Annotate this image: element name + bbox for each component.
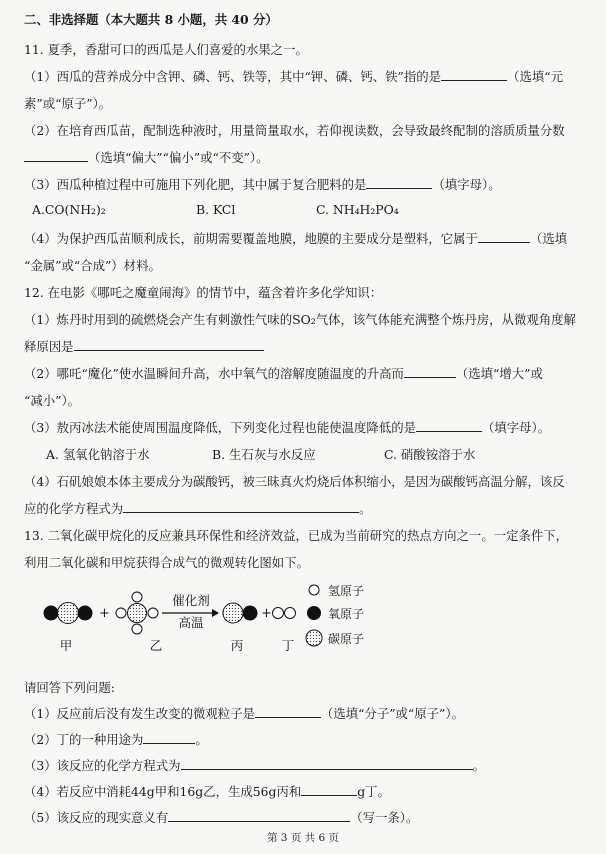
legend-carbon-label: 碳原子 [328,632,365,646]
q13-stem-line1: 13. 二氧化碳甲烷化的反应兼具环保性和经济效益，已成为当前研究的热点方向之一。一定条件下， [24,528,569,543]
q13-stem-line2: 利用二氧化碳和甲烷获得合成气的微观转化图如下。 [24,555,309,570]
q13-part3 [24,756,485,774]
q13-part5-answer-blank[interactable] [168,808,350,822]
q13-part1 [24,704,464,722]
q11-part1-answer-blank[interactable] [441,67,507,81]
q13-part1-answer-blank[interactable] [255,704,321,718]
legend [306,584,364,646]
q13-part5-hint: （写一条）。 [350,810,419,825]
q12-option-a: A. 氢氧化钠溶于水 [46,447,150,462]
q11-option-a: A.CO(NH₂)₂ [32,202,106,217]
molecule-bing [223,603,258,623]
q13-part1-hint: （选填“分子”或“原子”）。 [320,706,464,721]
q11-part3-hint: （填字母）。 [432,177,501,192]
q13-part5-text: （5）该反应的现实意义有 [24,810,169,825]
q12-part1-line2 [24,337,264,355]
label-yi: 乙 [149,638,163,653]
q11-part2-line2 [24,148,269,166]
q12-part3-text: （3）敖丙冰法术能使周围温度降低，下列变化过程也能使温度降低的是 [24,420,416,435]
q11-part4-text: （4）为保护西瓜苗顺利成长，前期需要覆盖地膜，地膜的主要成分是塑料，它属于 [24,231,478,246]
q13-part3-answer-blank[interactable] [181,756,473,770]
q13-part4-answer-blank[interactable] [301,782,357,796]
page-number: 第 3 页 共 6 页 [266,832,340,844]
q12-option-c: C. 硝酸铵溶于水 [384,447,476,462]
q12-part2-answer-blank[interactable] [404,364,456,378]
legend-oxygen-label: 氧原子 [328,607,365,621]
plus-sign-1: + [99,606,110,621]
q11-part2-line1: （2）在培育西瓜苗，配制选种液时，用量筒量取水，若仰视读数，会导致最终配制的溶质质量分数 [24,123,565,138]
q12-part3-answer-blank[interactable] [416,418,482,432]
q11-part1-line1 [24,67,563,85]
q13-part1-text: （1）反应前后没有发生改变的微观粒子是 [24,706,255,721]
q12-part4-answer-blank[interactable] [123,499,359,513]
q13-part2-text: （2）丁的一种用途为 [24,732,144,747]
label-jia: 甲 [59,638,73,653]
q13-part2-answer-blank[interactable] [143,730,195,744]
q13-part3-period: 。 [472,758,485,773]
q12-part3 [24,418,550,436]
q11-part1-text: （1）西瓜的营养成分中含钾、磷、钙、铁等，其中“钾、磷、钙、铁”指的是 [24,69,442,84]
q11-part1-hint: （选填“元 [507,69,563,84]
q11-part4-answer-blank[interactable] [478,229,530,243]
q11-part3 [24,175,501,193]
q12-part3-hint: （填字母）。 [482,420,551,435]
legend-hydrogen-label: 氢原子 [328,584,365,598]
q13-part5 [24,808,418,826]
q12-part4-period: 。 [359,501,372,516]
condition-label: 高温 [178,615,204,630]
label-ding: 丁 [281,638,295,653]
q13-part2-period: 。 [195,732,208,747]
q11-part4-line1 [24,229,567,247]
q12-part4-line1: （4）石矶娘娘本体主要成分为碳酸钙，被三昧真火灼烧后体积缩小，是因为碳酸钙高温分解，该反 [24,474,565,489]
q12-part1-text: 释原因是 [24,339,74,354]
molecule-jia [44,603,93,624]
molecule-ding [273,608,296,619]
q11-part1-line2: 素”或“原子”）。 [24,96,112,111]
q12-part4-text: 应的化学方程式为 [24,501,124,516]
q12-part1-line1: （1）炼丹时用到的硫燃烧会产生有刺激性气味的SO₂气体，该气体能充满整个炼丹房，从微观角度解 [24,312,576,327]
q12-part2-hint: （选填“增大”或 [455,366,543,381]
q11-part2-hint: （选填“偏大”“偏小”或“不变”）。 [88,150,269,165]
q12-part1-answer-blank[interactable] [74,337,264,351]
q11-option-c: C. NH₄H₂PO₄ [316,202,399,217]
q11-part2-answer-blank[interactable] [24,148,88,162]
q11-part4-hint: （选填 [529,231,568,246]
q11-stem: 11. 夏季，香甜可口的西瓜是人们喜爱的水果之一。 [24,42,308,57]
catalyst-label: 催化剂 [172,593,210,608]
q11-part3-answer-blank[interactable] [366,175,432,189]
q12-part2-text: （2）哪吒“魔化”使水温瞬间升高，水中氧气的溶解度随温度的升高而 [24,366,404,381]
q11-part3-text: （3）西瓜种植过程中可施用下列化肥，其中属于复合肥料的是 [24,177,367,192]
legend-oxygen-icon [307,606,321,620]
q13-part4 [24,782,390,800]
q12-part4-line2 [24,499,372,517]
section-heading: 二、非选择题（本大题共 8 小题，共 40 分） [24,12,278,27]
q13-part3-text: （3）该反应的化学方程式为 [24,758,181,773]
q12-part2-line1 [24,364,543,382]
q13-prompt: 请回答下列问题: [24,680,115,695]
q12-part2-line2: “减小”）。 [24,393,81,408]
legend-hydrogen-icon [309,585,319,595]
legend-carbon-icon [306,630,322,646]
molecule-yi [116,592,158,634]
q13-part2 [24,730,208,748]
reaction-diagram [0,580,606,660]
label-bing: 丙 [230,638,244,653]
q13-part4-unit: g丁。 [357,784,390,799]
q11-part4-line2: “金属”或“合成”）材料。 [24,258,161,273]
q11-option-b: B. KCl [196,202,236,217]
plus-sign-2: + [261,606,272,621]
q12-option-b: B. 生石灰与水反应 [212,447,316,462]
q13-part4-text: （4）若反应中消耗44g甲和16g乙，生成56g丙和 [24,784,302,799]
q12-stem: 12. 在电影《哪吒之魔童闹海》的情节中，蕴含着许多化学知识： [24,285,383,300]
